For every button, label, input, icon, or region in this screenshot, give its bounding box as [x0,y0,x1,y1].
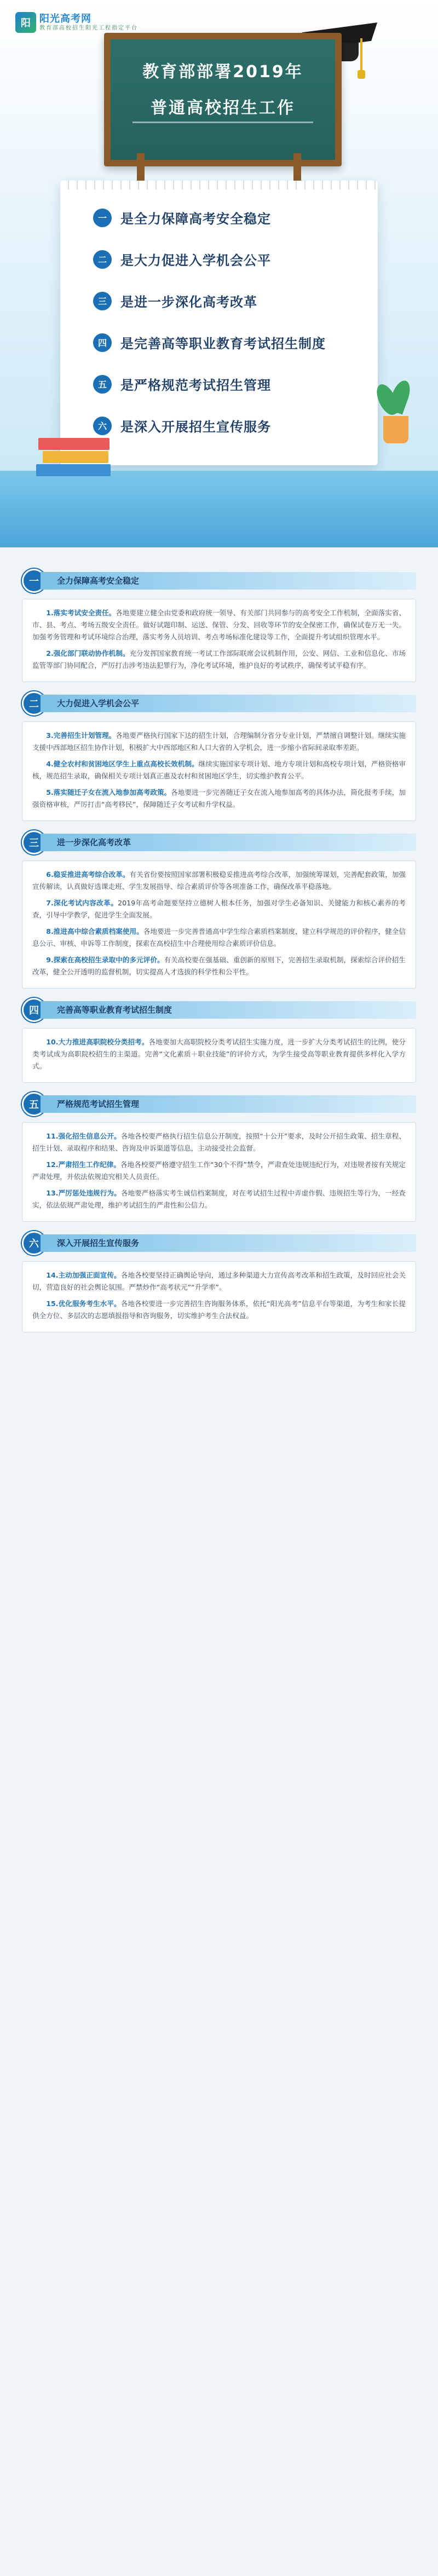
section-card [22,1261,416,1332]
summary-paper [60,181,378,465]
paragraph-text: 各地各校要进一步完善招生咨询服务体系，依托“阳光高考”信息平台等渠道，为考生和家长提供全方位、多层次的志愿填报指导和咨询服务，切实维护考生合法权益。 [32,1299,406,1320]
paragraph-lead: 1.落实考试安全责任。 [46,609,116,617]
point-number-badge: 三 [93,292,112,310]
paragraph-lead: 14.主动加强正面宣传。 [46,1271,121,1279]
section-card [22,721,416,821]
paragraph [32,1298,406,1322]
paragraph-text: 各地要加大高职院校分类考试招生实施力度，进一步扩大分类考试招生的比例，使分类考试成为高职院校招生的主渠道。完善“文化素质＋职业技能”的评价方式，为学生接受高等职业教育提供多样化入学方式。 [32,1038,406,1070]
section-management [22,1093,416,1222]
paragraph-lead: 10.大力推进高职院校分类招考。 [46,1038,149,1046]
summary-point [93,208,271,227]
paragraph-text: 有关高校要在强基础、重创新的原则下，完善招生录取机制，探索综合评价招生改革，健全公开透明的监督机制，切实提高人才选拔的科学性和公平性。 [32,956,406,976]
paragraph-lead: 4.健全农村和贫困地区学生上重点高校长效机制。 [46,760,199,768]
paragraph-text: 继续实施国家专项计划、地方专项计划和高校专项计划，严格资格审核，规范招生录取，确保相关专项计划真正惠及农村和贫困地区学生，切实维护教育公平。 [32,760,406,780]
paragraph-lead: 11.强化招生信息公开。 [46,1132,121,1140]
section-fairness [22,692,416,821]
paragraph-text: 各地要严格执行国家下达的招生计划，合理编制分省分专业计划，严禁擅自调整计划。继续实施支援中西部地区招生协作计划，积极扩大中西部地区和人口大省的入学机会，进一步缩小省际间录取率差距。 [32,731,406,752]
article-content [22,569,416,1342]
section-number-badge: 五 [22,1092,46,1116]
paragraph-text: 各地要严格落实考生诚信档案制度，对在考试招生过程中弄虚作假、违规招生等行为，一经查实，依法依规严肃处理，维护考试招生的严肃性和公信力。 [32,1189,406,1209]
paragraph [32,1187,406,1211]
logo-mark: 阳 [15,12,36,33]
paragraph-lead: 3.完善招生计划管理。 [46,731,116,740]
point-number-badge: 四 [93,333,112,352]
summary-point [93,374,271,394]
paragraph [32,1159,406,1183]
paragraph [32,787,406,811]
point-number-badge: 二 [93,250,112,269]
paragraph-lead: 15.优化服务考生水平。 [46,1299,121,1308]
point-text: 是大力促进入学机会公平 [120,253,271,268]
point-text: 是深入开展招生宣传服务 [120,419,271,435]
point-number-badge: 一 [93,209,112,227]
section-safety [22,569,416,682]
section-title: 进一步深化高考改革 [41,834,416,851]
paragraph-text: 各地要进一步完善随迁子女在流入地参加高考的具体办法，简化报考手续，加强资格审核，严厉打击“高考移民”，保障随迁子女考试和升学权益。 [32,788,406,808]
section-number-badge: 二 [22,691,46,715]
section-card [22,1028,416,1083]
paragraph-lead: 9.探索在高校招生录取中的多元评价。 [46,956,164,964]
paragraph-lead: 6.稳妥推进高考综合改革。 [46,870,130,879]
paragraph-lead: 13.严厉惩处违规行为。 [46,1189,121,1197]
section-title: 全力保障高考安全稳定 [41,572,416,590]
chalkboard [104,33,342,166]
paragraph [32,730,406,754]
paragraph [32,758,406,782]
paragraph-lead: 8.推进高中综合素质档案使用。 [46,927,143,935]
site-logo[interactable] [15,12,138,33]
section-title: 完善高等职业教育考试招生制度 [41,1001,416,1019]
paragraph-lead: 7.深化考试内容改革。 [46,899,118,907]
summary-point [93,416,271,435]
logo-name: 阳光高考网 [39,13,91,25]
section-number-badge: 三 [22,830,46,854]
section-card [22,1122,416,1222]
paragraph-lead: 5.落实随迁子女在流入地参加高考政策。 [46,788,171,796]
point-text: 是进一步深化高考改革 [120,294,257,310]
point-text: 是全力保障高考安全稳定 [120,211,271,227]
paragraph-text: 有关省份要按照国家部署积极稳妥推进高考综合改革，加强统筹谋划，完善配套政策，加强宣传解读，认真做好选课走班、学生发展指导、综合素质评价等各项准备工作，确保改革平稳落地。 [32,870,406,891]
section-title: 深入开展招生宣传服务 [41,1234,416,1252]
paragraph-text: 充分发挥国家教育统一考试工作部际联席会议机制作用，公安、网信、工业和信息化、市场监管等部门协同配合，严厉打击涉考违法犯罪行为，净化考试环境，维护良好的考试秩序，确保考试平稳有序。 [32,649,406,669]
paragraph [32,1269,406,1293]
paragraph [32,1036,406,1072]
point-text: 是严格规范考试招生管理 [120,378,271,393]
paragraph-text: 各地各校要坚持正确舆论导向，通过多种渠道大力宣传高考改革和招生政策，及时回应社会关切，营造良好的社会舆论氛围。严禁炒作“高考状元”“升学率”。 [32,1271,406,1291]
plant-icon [383,416,408,443]
hero-desk [0,471,438,547]
paragraph [32,648,406,672]
paragraph-lead: 12.严肃招生工作纪律。 [46,1160,121,1169]
paragraph [32,607,406,643]
summary-point [93,333,326,352]
paragraph-text: 各地要建立健全由党委和政府统一领导、有关部门共同参与的高考安全工作机制，全面落实省、市、县、考点、考场五级安全责任。做好试题印制、运送、保管、分发、回收等环节的安全保密工作，确保试卷万无一失。加强考务管理和考试环境综合治理，落实考务人员培训、考点考场标准化建设等工作，全面提升考试组织管理水平。 [32,609,406,641]
section-number-badge: 六 [22,1231,46,1255]
logo-subtitle: 教育部高校招生阳光工程指定平台 [39,25,138,31]
paragraph-text: 各地各校要严格执行招生信息公开制度，按照“十公开”要求，及时公开招生政策、招生章程、招生计划、录取程序和结果、咨询及申诉渠道等信息，主动接受社会监督。 [32,1132,406,1152]
paragraph [32,869,406,893]
paragraph-lead: 2.强化部门联动协作机制。 [46,649,130,657]
section-card [22,599,416,682]
section-reform [22,831,416,989]
summary-point [93,250,271,269]
summary-point [93,291,257,310]
paragraph [32,897,406,921]
chalk-underline [132,122,313,123]
hero-title-line1: 教育部部署2019年 [142,62,303,82]
paragraph [32,1130,406,1154]
hero-title-line2: 普通高校招生工作 [151,99,295,118]
paragraph-text: 各地各校要严格遵守招生工作“30个不得”禁令，严肃查处违规违纪行为，对违规者按有关规定严肃处理，并依法依规追究相关人员责任。 [32,1160,406,1181]
paragraph [32,926,406,950]
paragraph [32,954,406,978]
section-title: 大力促进入学机会公平 [41,695,416,712]
section-publicity [22,1232,416,1332]
section-number-badge: 一 [22,569,46,593]
section-number-badge: 四 [22,998,46,1022]
paragraph-text: 各地要进一步完善普通高中学生综合素质档案制度，建立科学规范的评价程序，健全信息公示、审核、申诉等工作制度，探索在高校招生中合理使用综合素质评价信息。 [32,927,406,948]
point-number-badge: 五 [93,375,112,394]
point-number-badge: 六 [93,417,112,435]
paragraph-text: 2019年高考命题要坚持立德树人根本任务，加强对学生必备知识、关键能力和核心素养的考查，引导中学教学，促进学生全面发展。 [32,899,406,919]
section-card [22,860,416,989]
section-title: 严格规范考试招生管理 [41,1095,416,1113]
point-text: 是完善高等职业教育考试招生制度 [120,336,326,351]
hero-banner [0,0,438,547]
section-vocational [22,998,416,1083]
